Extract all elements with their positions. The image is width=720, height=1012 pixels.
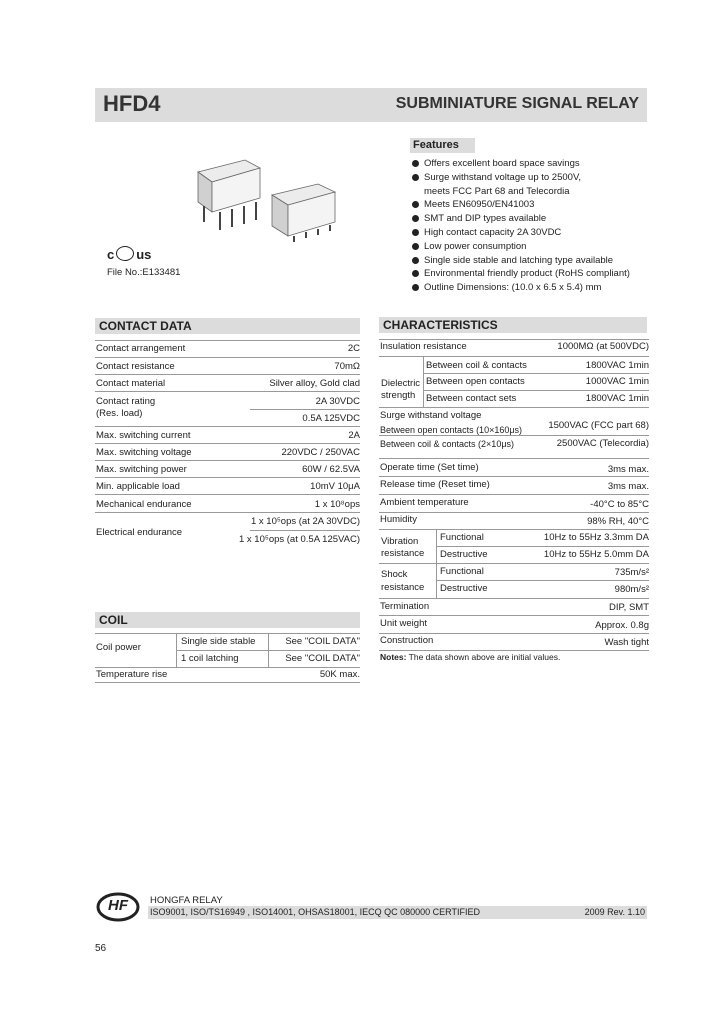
- features-title: Features: [410, 138, 475, 153]
- contact-label: Max. switching voltage: [96, 447, 192, 458]
- characteristics-title: CHARACTERISTICS: [379, 317, 647, 333]
- features-list: [412, 157, 652, 295]
- char-sublabel: Destructive: [440, 583, 488, 594]
- char-label: Release time (Reset time): [380, 479, 490, 490]
- char-value: 980m/s²: [614, 584, 649, 595]
- char-sublabel: Between contact sets: [426, 393, 517, 404]
- contact-value: 2A 30VDC: [315, 396, 360, 407]
- char-value: 1000VAC 1min: [585, 376, 649, 387]
- contact-value: 2C: [347, 343, 360, 354]
- ul-logo-icon: [116, 246, 134, 261]
- char-sublabel: Between coil & contacts: [426, 360, 527, 371]
- notes: [380, 651, 560, 663]
- coil-value: See "COIL DATA": [285, 636, 360, 647]
- char-sublabel: Between open contacts (10×160μs): [380, 425, 523, 435]
- char-sublabel: Destructive: [440, 549, 488, 560]
- char-value: 1800VAC 1min: [585, 360, 649, 371]
- contact-value: 2A: [348, 430, 360, 441]
- coil-value: See "COIL DATA": [285, 653, 360, 664]
- contact-value: 10mV 10μA: [310, 481, 360, 492]
- file-number: File No.:E133481: [107, 267, 181, 278]
- feature-item: Outline Dimensions: (10.0 x 6.5 x 5.4) mm: [412, 281, 652, 295]
- ul-mark: [107, 246, 151, 262]
- feature-item: Surge withstand voltage up to 2500V,: [412, 171, 652, 185]
- divider: [250, 530, 360, 531]
- divider: [379, 598, 649, 599]
- company-name: HONGFA RELAY: [150, 895, 223, 906]
- char-value: 1800VAC 1min: [585, 393, 649, 404]
- divider: [95, 633, 360, 634]
- char-value: Approx. 0.8g: [595, 620, 649, 631]
- char-label: Shock: [381, 569, 408, 580]
- contact-value: 220VDC / 250VAC: [281, 447, 360, 458]
- divider: [379, 512, 649, 513]
- char-value: -40°C to 85°C: [590, 499, 649, 510]
- contact-label: Contact material: [96, 378, 166, 389]
- divider: [95, 374, 360, 375]
- char-value: 2500VAC (Telecordia): [556, 438, 649, 449]
- contact-label: Max. switching current: [96, 430, 191, 441]
- contact-label: Contact rating: [96, 396, 156, 407]
- char-label: resistance: [381, 582, 425, 593]
- contact-label: Mechanical endurance: [96, 499, 192, 510]
- char-value: 3ms max.: [607, 464, 649, 475]
- contact-value: 1 x 10⁵ops (at 0.5A 125VAC): [239, 534, 360, 545]
- relay-product-image: [190, 150, 340, 255]
- divider: [95, 512, 360, 513]
- notes-label: Notes:: [380, 652, 407, 662]
- divider: [379, 529, 649, 530]
- coil-type: Single side stable: [181, 636, 256, 647]
- contact-value: 1 x 10⁵ops (at 2A 30VDC): [250, 516, 360, 527]
- char-value: DIP, SMT: [609, 602, 649, 613]
- divider: [379, 615, 649, 616]
- divider: [423, 390, 649, 391]
- divider: [95, 477, 360, 478]
- char-value: 10Hz to 55Hz 5.0mm DA: [543, 549, 649, 560]
- divider: [95, 357, 360, 358]
- char-label: Dielectric: [381, 378, 421, 389]
- divider: [95, 443, 360, 444]
- product-description: SUBMINIATURE SIGNAL RELAY: [395, 95, 639, 112]
- char-value: 1000MΩ (at 500VDC): [557, 341, 649, 352]
- divider: [379, 435, 649, 436]
- divider: [95, 494, 360, 495]
- temp-rise-label: Temperature rise: [96, 669, 168, 680]
- char-value: 3ms max.: [607, 481, 649, 492]
- page-number: 56: [95, 943, 107, 954]
- contact-value: 1 x 10⁸ops: [314, 499, 360, 510]
- divider: [95, 340, 360, 341]
- char-label: resistance: [381, 548, 425, 559]
- divider: [176, 650, 360, 651]
- divider: [379, 407, 649, 408]
- divider: [379, 339, 649, 340]
- notes-text: The data shown above are initial values.: [408, 652, 561, 662]
- char-label: Insulation resistance: [380, 341, 467, 352]
- model-title: HFD4: [103, 91, 161, 116]
- divider: [95, 682, 360, 683]
- char-sublabel: Between open contacts: [426, 376, 525, 387]
- char-sublabel: Between coil & contacts (2×10μs): [380, 439, 515, 449]
- char-label: Ambient temperature: [380, 497, 469, 508]
- char-label: Surge withstand voltage: [380, 410, 482, 421]
- divider: [95, 426, 360, 427]
- ul-us-letters: us: [136, 247, 152, 262]
- feature-item-continued: meets FCC Part 68 and Telecordia: [424, 185, 570, 197]
- contact-value: Silver alloy, Gold clad: [269, 378, 360, 389]
- contact-value: 0.5A 125VDC: [302, 413, 360, 424]
- divider: [423, 356, 424, 407]
- coil-title: COIL: [95, 612, 360, 628]
- cert-list: ISO9001, ISO/TS16949 , ISO14001, OHSAS18001, IECQ QC 080000 CERTIFIED: [150, 907, 481, 917]
- divider: [379, 356, 649, 357]
- hongfa-logo: [95, 892, 141, 922]
- char-label: Humidity: [380, 514, 417, 525]
- char-label: Termination: [380, 601, 430, 612]
- divider: [95, 667, 360, 668]
- header-bar: [95, 88, 647, 122]
- feature-item: Meets EN60950/EN41003: [412, 198, 652, 212]
- divider: [423, 373, 649, 374]
- feature-item: Low power consumption: [412, 240, 652, 254]
- char-sublabel: Functional: [440, 532, 484, 543]
- ul-c-letter: c: [107, 247, 115, 262]
- divider: [379, 633, 649, 634]
- divider: [379, 458, 649, 459]
- divider: [379, 494, 649, 495]
- divider: [436, 580, 649, 581]
- divider: [379, 476, 649, 477]
- char-sublabel: Functional: [440, 566, 484, 577]
- char-value: Wash tight: [604, 637, 649, 648]
- feature-item: SMT and DIP types available: [412, 212, 652, 226]
- contact-label: Max. switching power: [96, 464, 187, 475]
- revision: 2009 Rev. 1.10: [584, 907, 645, 917]
- feature-item: Offers excellent board space savings: [412, 157, 652, 171]
- divider: [95, 460, 360, 461]
- char-label: Operate time (Set time): [380, 462, 479, 473]
- coil-type: 1 coil latching: [181, 653, 239, 664]
- footer-band: [148, 906, 647, 919]
- char-value: 98% RH, 40°C: [587, 516, 649, 527]
- char-value: 1500VAC (FCC part 68): [548, 420, 649, 431]
- contact-label: Min. applicable load: [96, 481, 180, 492]
- contact-value: 60W / 62.5VA: [302, 464, 360, 475]
- contact-label: Contact resistance: [96, 361, 175, 372]
- contact-data-title: CONTACT DATA: [95, 318, 360, 334]
- divider: [436, 546, 649, 547]
- char-value: 10Hz to 55Hz 3.3mm DA: [543, 532, 649, 543]
- feature-item: High contact capacity 2A 30VDC: [412, 226, 652, 240]
- feature-item: Environmental friendly product (RoHS compliant): [412, 267, 652, 281]
- divider: [379, 563, 649, 564]
- char-label: Vibration: [381, 536, 419, 547]
- contact-label: Electrical endurance: [96, 527, 183, 538]
- divider: [250, 409, 360, 410]
- coil-power-label: Coil power: [96, 642, 141, 653]
- divider: [95, 391, 360, 392]
- char-value: 735m/s²: [614, 567, 649, 578]
- contact-label: (Res. load): [96, 408, 143, 419]
- char-label: Construction: [380, 635, 434, 646]
- char-label: Unit weight: [380, 618, 427, 629]
- feature-item: Single side stable and latching type available: [412, 254, 652, 268]
- contact-label: Contact arrangement: [96, 343, 186, 354]
- temp-rise-value: 50K max.: [319, 669, 360, 680]
- contact-value: 70mΩ: [334, 361, 360, 372]
- char-label: strength: [381, 390, 416, 401]
- logo-letters: HF: [108, 897, 128, 914]
